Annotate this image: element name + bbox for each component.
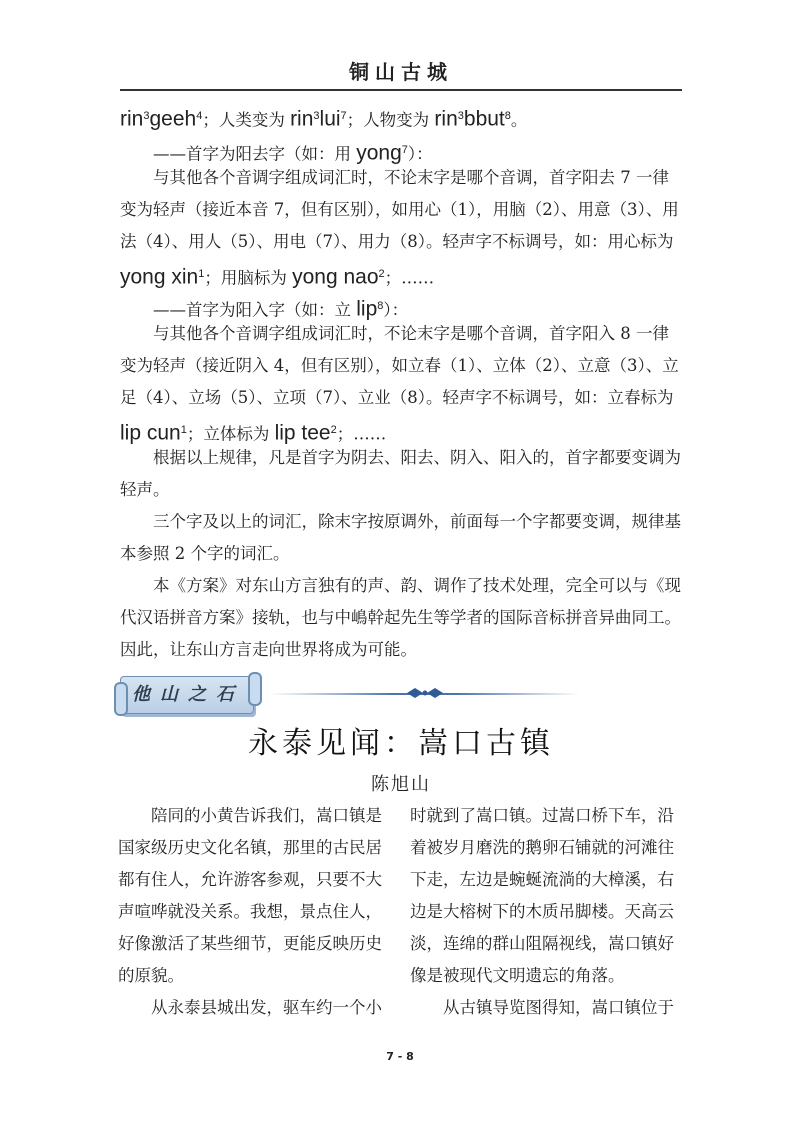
pinyin: rin [290,107,314,131]
text: ；立体标为 [186,424,275,444]
paragraph-conclusion: 本《方案》对东山方言独有的声、韵、调作了技术处理，完全可以与《现代汉语拼音方案》接轨，也与中嶋幹起先生等学者的国际音标拼音异曲同工。因此，让东山方言走向世界将成为可能。 [120,576,681,659]
tone-sup: 7 [340,110,347,122]
pinyin: lip cun [120,421,181,445]
text: ；…… [336,424,387,444]
article-title: 永泰见闻：嵩口古镇 [248,726,554,761]
text: ；用脑标为 [204,268,293,288]
pinyin: yong nao [292,265,379,289]
pinyin: bbut [463,107,505,131]
tone-sup: 3 [457,110,464,122]
section-banner [120,672,260,718]
tone-sup: 2 [378,268,385,280]
text: 与其他各个音调字组成词汇时，不论末字是哪个音调，首字阳去 7 一律变为轻声（接近本音 7，但有区别），如用心（1），用脑（2）、用意（3）、用法（4）、用人（5）、用电（7）、用力（8）。轻声字不标调号，如：用心标为 [120,168,679,251]
ornament-diamond-icon [405,686,445,700]
pinyin: lip [356,297,378,321]
scroll-curl-right [248,672,262,706]
article-column-right [410,800,682,1024]
text: 与其他各个音调字组成词汇时，不论末字是哪个音调，首字阳入 8 一律变为轻声（接近阴入 4，但有区别），如立春（1）、立体（2）、立意（3）、立足（4）、立场（5）、立项（7）、立业（8）。轻声字不标调号，如：立春标为 [120,324,679,407]
text: ；人物变为 [346,110,435,130]
tone-sup: 2 [330,424,337,436]
pinyin: lui [319,107,341,131]
article-author: 陈旭山 [371,774,431,795]
tone-sup: 8 [504,110,511,122]
text: ；…… [384,268,435,288]
text: ——首字为阳去字（如：用 [153,144,357,164]
tone-sup: 8 [377,300,384,312]
page-number: 7 - 8 [386,1050,414,1063]
tone-sup: 4 [196,110,203,122]
tone-sup: 1 [180,424,187,436]
pinyin: geeh [149,107,197,131]
tone-sup: 7 [401,144,408,156]
paragraph-three-char: 三个字及以上的词汇，除末字按原调外，前面每一个字都要变调，规律基本参照 2 个字的词汇。 [120,512,681,563]
running-header [120,55,682,91]
article-paragraph: 陪同的小黄告诉我们，嵩口镇是国家级历史文化名镇，那里的古民居都有住人，允许游客参观，只要不大声喧哗就没关系。我想，景点住人，好像激活了某些细节，更能反映历史的原貌。 [118,806,382,985]
text: ——首字为阳入字（如：立 [153,300,357,320]
article-column-left [118,800,390,1024]
section-banner-label: 他山之石 [132,684,244,705]
text: ）： [407,144,433,164]
pinyin: rin [120,107,144,131]
article-paragraph: 从永泰县城出发，驱车约一个小 [151,998,382,1017]
scroll-curl-left [114,682,128,716]
paragraph-yangqu-rule [120,162,682,295]
paragraph-summary: 根据以上规律，凡是首字为阴去、阳去、阴入、阳入的，首字都要变调为轻声。 [120,448,681,499]
text: 。 [510,110,528,130]
tone-sup: 1 [198,268,205,280]
pinyin: yong [356,141,402,165]
header-title: 铜山古城 [349,60,453,84]
article-paragraph: 从古镇导览图得知，嵩口镇位于 [443,998,674,1017]
pinyin: yong xin [120,265,199,289]
text: ）： [383,300,409,320]
tone-sup: 3 [313,110,320,122]
paragraph-tone-examples [120,100,682,137]
text: ；人类变为 [202,110,291,130]
tone-sup: 3 [143,110,150,122]
pinyin: lip tee [274,421,331,445]
paragraph-yangru-rule [120,318,682,451]
pinyin: rin [434,107,458,131]
article-paragraph: 时就到了嵩口镇。过嵩口桥下车，沿着被岁月磨洗的鹅卵石铺就的河滩往下走，左边是蜿蜒流淌的大樟溪，右边是大榕树下的木质吊脚楼。天高云淡，连绵的群山阻隔视线，嵩口镇好像是被现代文明遗忘的角落。 [410,806,674,985]
